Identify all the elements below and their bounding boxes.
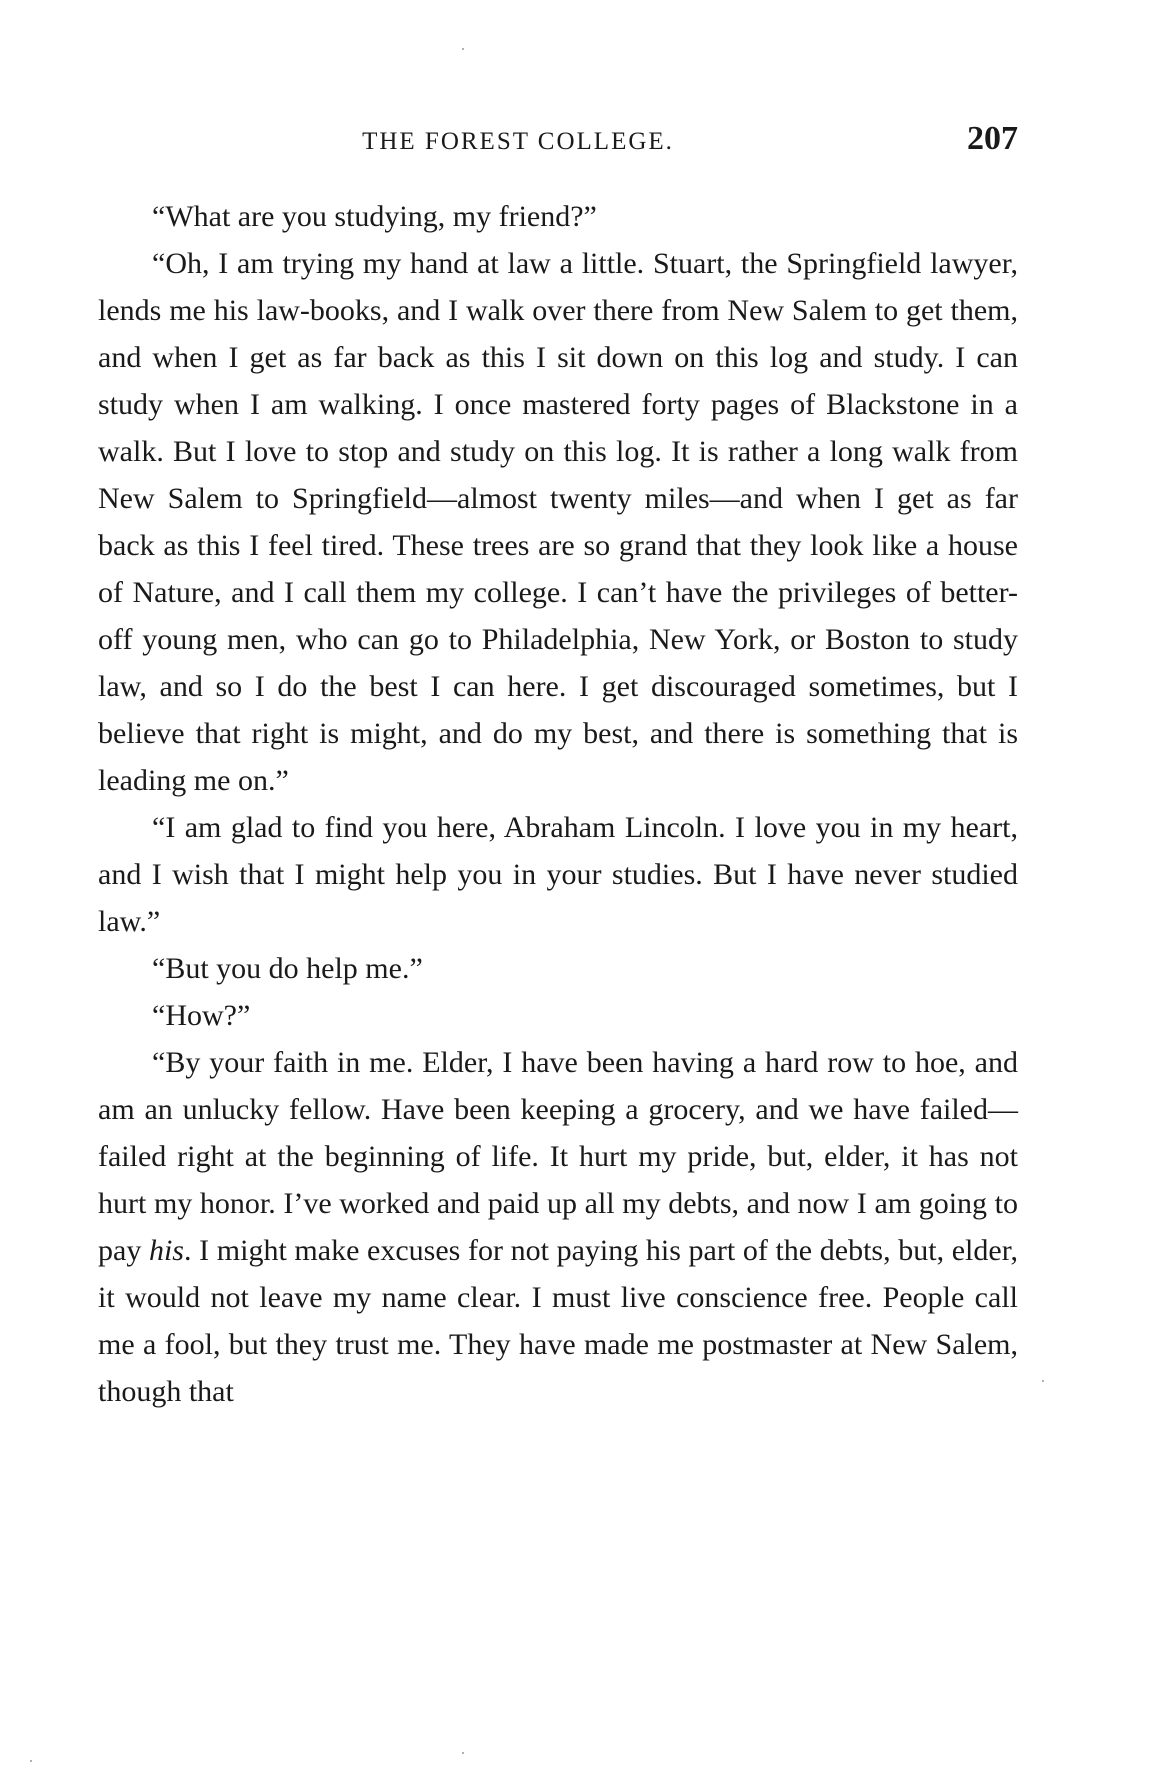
running-head bbox=[98, 120, 1018, 160]
paper-speck bbox=[30, 1760, 32, 1762]
paragraph-question: “What are you studying, my friend?” bbox=[152, 200, 597, 233]
paragraph-faith bbox=[98, 1039, 1018, 1415]
paragraph-you-help: “But you do help me.” bbox=[152, 952, 423, 985]
italic-his: his bbox=[148, 1234, 184, 1267]
paper-speck bbox=[1042, 1380, 1044, 1382]
paragraph-how: “How?” bbox=[152, 999, 251, 1032]
chapter-title: THE FOREST COLLEGE. bbox=[362, 128, 674, 155]
paper-speck bbox=[462, 48, 464, 50]
faith-text-start: “By your faith in me. Elder, I have been having a hard row to hoe, and am an unlucky fellow. Have been keeping a grocery, and we have failed—failed right at the beginning of life. It hurt my pride, but, elder, it has not hurt my honor. I’ve worked and paid up all my debts, and now I am going to pay bbox=[98, 1046, 1018, 1267]
paragraph-lincoln-reply: “Oh, I am trying my hand at law a little. Stuart, the Springfield lawyer, lends me his law-books, and I walk over there from New Salem to get them, and when I get as far back as this I sit down on this log and study. I can study when I am walking. I once mastered forty pages of Blackstone in a walk. But I love to stop and study on this log. It is rather a long walk from New Salem to Springfield—almost twenty miles—and when I get as far back as this I feel tired. These trees are so grand that they look like a house of Nature, and I call them my college. I can’t have the privileges of better-off young men, who can go to Philadelphia, New York, or Boston to study law, and so I do the best I can here. I get discouraged sometimes, but I believe that right is might, and do my best, and there is something that is leading me on.” bbox=[98, 247, 1018, 797]
faith-text-end: . I might make excuses for not paying his part of the debts, but, elder, it would not leave my name clear. I must live conscience free. People call me a fool, but they trust me. They have made me postmaster at New Salem, though that bbox=[98, 1234, 1018, 1408]
page-number: 207 bbox=[967, 120, 1018, 157]
paragraph-elder-reply: “I am glad to find you here, Abraham Lincoln. I love you in my heart, and I wish that I might help you in your studies. But I have never studied law.” bbox=[98, 811, 1018, 938]
body-text bbox=[98, 193, 1018, 1415]
paper-speck bbox=[462, 1752, 464, 1754]
